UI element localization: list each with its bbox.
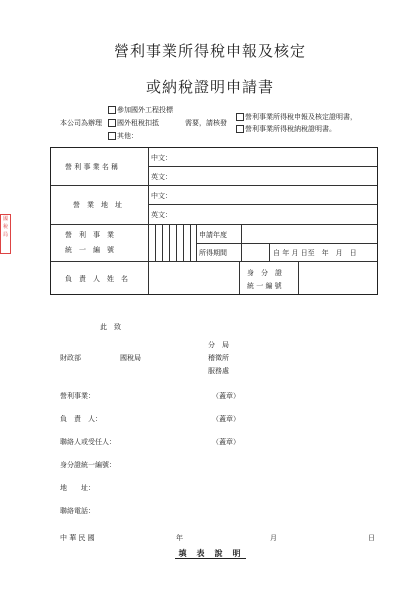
digit-box-line xyxy=(155,224,156,261)
ministry-finance: 財政部 xyxy=(60,354,81,362)
digit-box-line xyxy=(190,224,191,261)
address-field-label: 地 址： xyxy=(60,484,95,492)
row-divider xyxy=(51,224,377,225)
checkbox-icon[interactable] xyxy=(236,113,244,121)
id-label-line2: 統 一 編 號 xyxy=(247,282,282,290)
row-divider xyxy=(51,185,377,186)
period-value: 自 年 月 日至 年 月 日 xyxy=(273,249,357,257)
tax-bureau: 國稅局 xyxy=(120,354,141,362)
col-divider xyxy=(148,148,149,294)
owner-name-label: 負 責 人 姓 名 xyxy=(65,275,128,283)
branch-office: 分 局 xyxy=(208,341,229,349)
request-payment-cert[interactable]: 營利事業所得稅納稅證明書。 xyxy=(236,124,336,134)
option-overseas-bid[interactable]: 參加國外工程投標 xyxy=(108,105,173,115)
apply-year-label: 申請年度 xyxy=(199,231,227,239)
address-zh-label: 中文： xyxy=(151,192,172,200)
page-subtitle: 或納稅證明申請書 xyxy=(145,78,274,96)
collection-office: 稽徵所 xyxy=(208,354,229,362)
owner-field-label: 負 責 人： xyxy=(60,415,102,423)
page-title: 營利事業所得稅申報及核定 xyxy=(113,42,306,60)
period-label: 所得期間 xyxy=(199,249,227,257)
official-seal: 國稅局 xyxy=(0,214,11,254)
phone-field-label: 聯絡電話： xyxy=(60,507,95,515)
checkbox-icon[interactable] xyxy=(236,125,244,133)
option-other[interactable]: 其他： xyxy=(108,131,138,141)
option-foreign-tax-credit[interactable]: 國外租稅扣抵 xyxy=(108,118,159,128)
uid-label-line2: 統 一 編 號 xyxy=(65,246,114,254)
col-divider xyxy=(269,243,270,261)
request-filing-cert[interactable]: 營利事業所得稅申報及核定證明書， xyxy=(236,112,357,122)
date-prefix: 中 華 民 國 xyxy=(60,534,95,542)
company-name-en-label: 英文： xyxy=(151,173,172,181)
col-divider xyxy=(298,261,299,294)
date-day: 日 xyxy=(368,534,375,542)
row-divider xyxy=(148,204,377,205)
checkbox-icon[interactable] xyxy=(108,132,116,140)
company-name-zh-label: 中文： xyxy=(151,154,172,162)
instructions-heading: 填 表 說 明 xyxy=(0,548,420,559)
row-divider xyxy=(196,243,377,244)
owner-stamp: （蓋章） xyxy=(212,415,240,423)
company-stamp: （蓋章） xyxy=(212,392,240,400)
digit-box-line xyxy=(183,224,184,261)
row-divider xyxy=(148,166,377,167)
row-divider xyxy=(51,261,377,262)
purpose-prefix: 本公司為辦理 xyxy=(60,119,102,127)
digit-box-line xyxy=(162,224,163,261)
col-divider xyxy=(196,224,197,261)
contact-field-label: 聯絡人或受任人： xyxy=(60,438,116,446)
address-label: 營 業 地 址 xyxy=(73,201,122,209)
checkbox-icon[interactable] xyxy=(108,119,116,127)
digit-box-line xyxy=(169,224,170,261)
uid-label-line1: 營 利 事 業 xyxy=(65,231,114,239)
id-number-field-label: 身分證統一編號： xyxy=(60,461,116,469)
date-year: 年 xyxy=(176,534,183,542)
contact-stamp: （蓋章） xyxy=(212,438,240,446)
digit-box-line xyxy=(176,224,177,261)
company-name-label: 營 利 事 業 名 稱 xyxy=(65,163,119,171)
id-label-line1: 身 分 證 xyxy=(247,269,282,277)
application-table xyxy=(50,147,378,295)
checkbox-icon[interactable] xyxy=(108,106,116,114)
date-month: 月 xyxy=(270,534,277,542)
col-divider xyxy=(241,224,242,261)
service-office: 服務處 xyxy=(208,367,229,375)
col-divider xyxy=(239,261,240,294)
need-text: 需要，請核發 xyxy=(185,119,227,127)
company-field-label: 營利事業： xyxy=(60,392,95,400)
address-en-label: 英文： xyxy=(151,211,172,219)
salutation: 此 致 xyxy=(100,323,121,331)
